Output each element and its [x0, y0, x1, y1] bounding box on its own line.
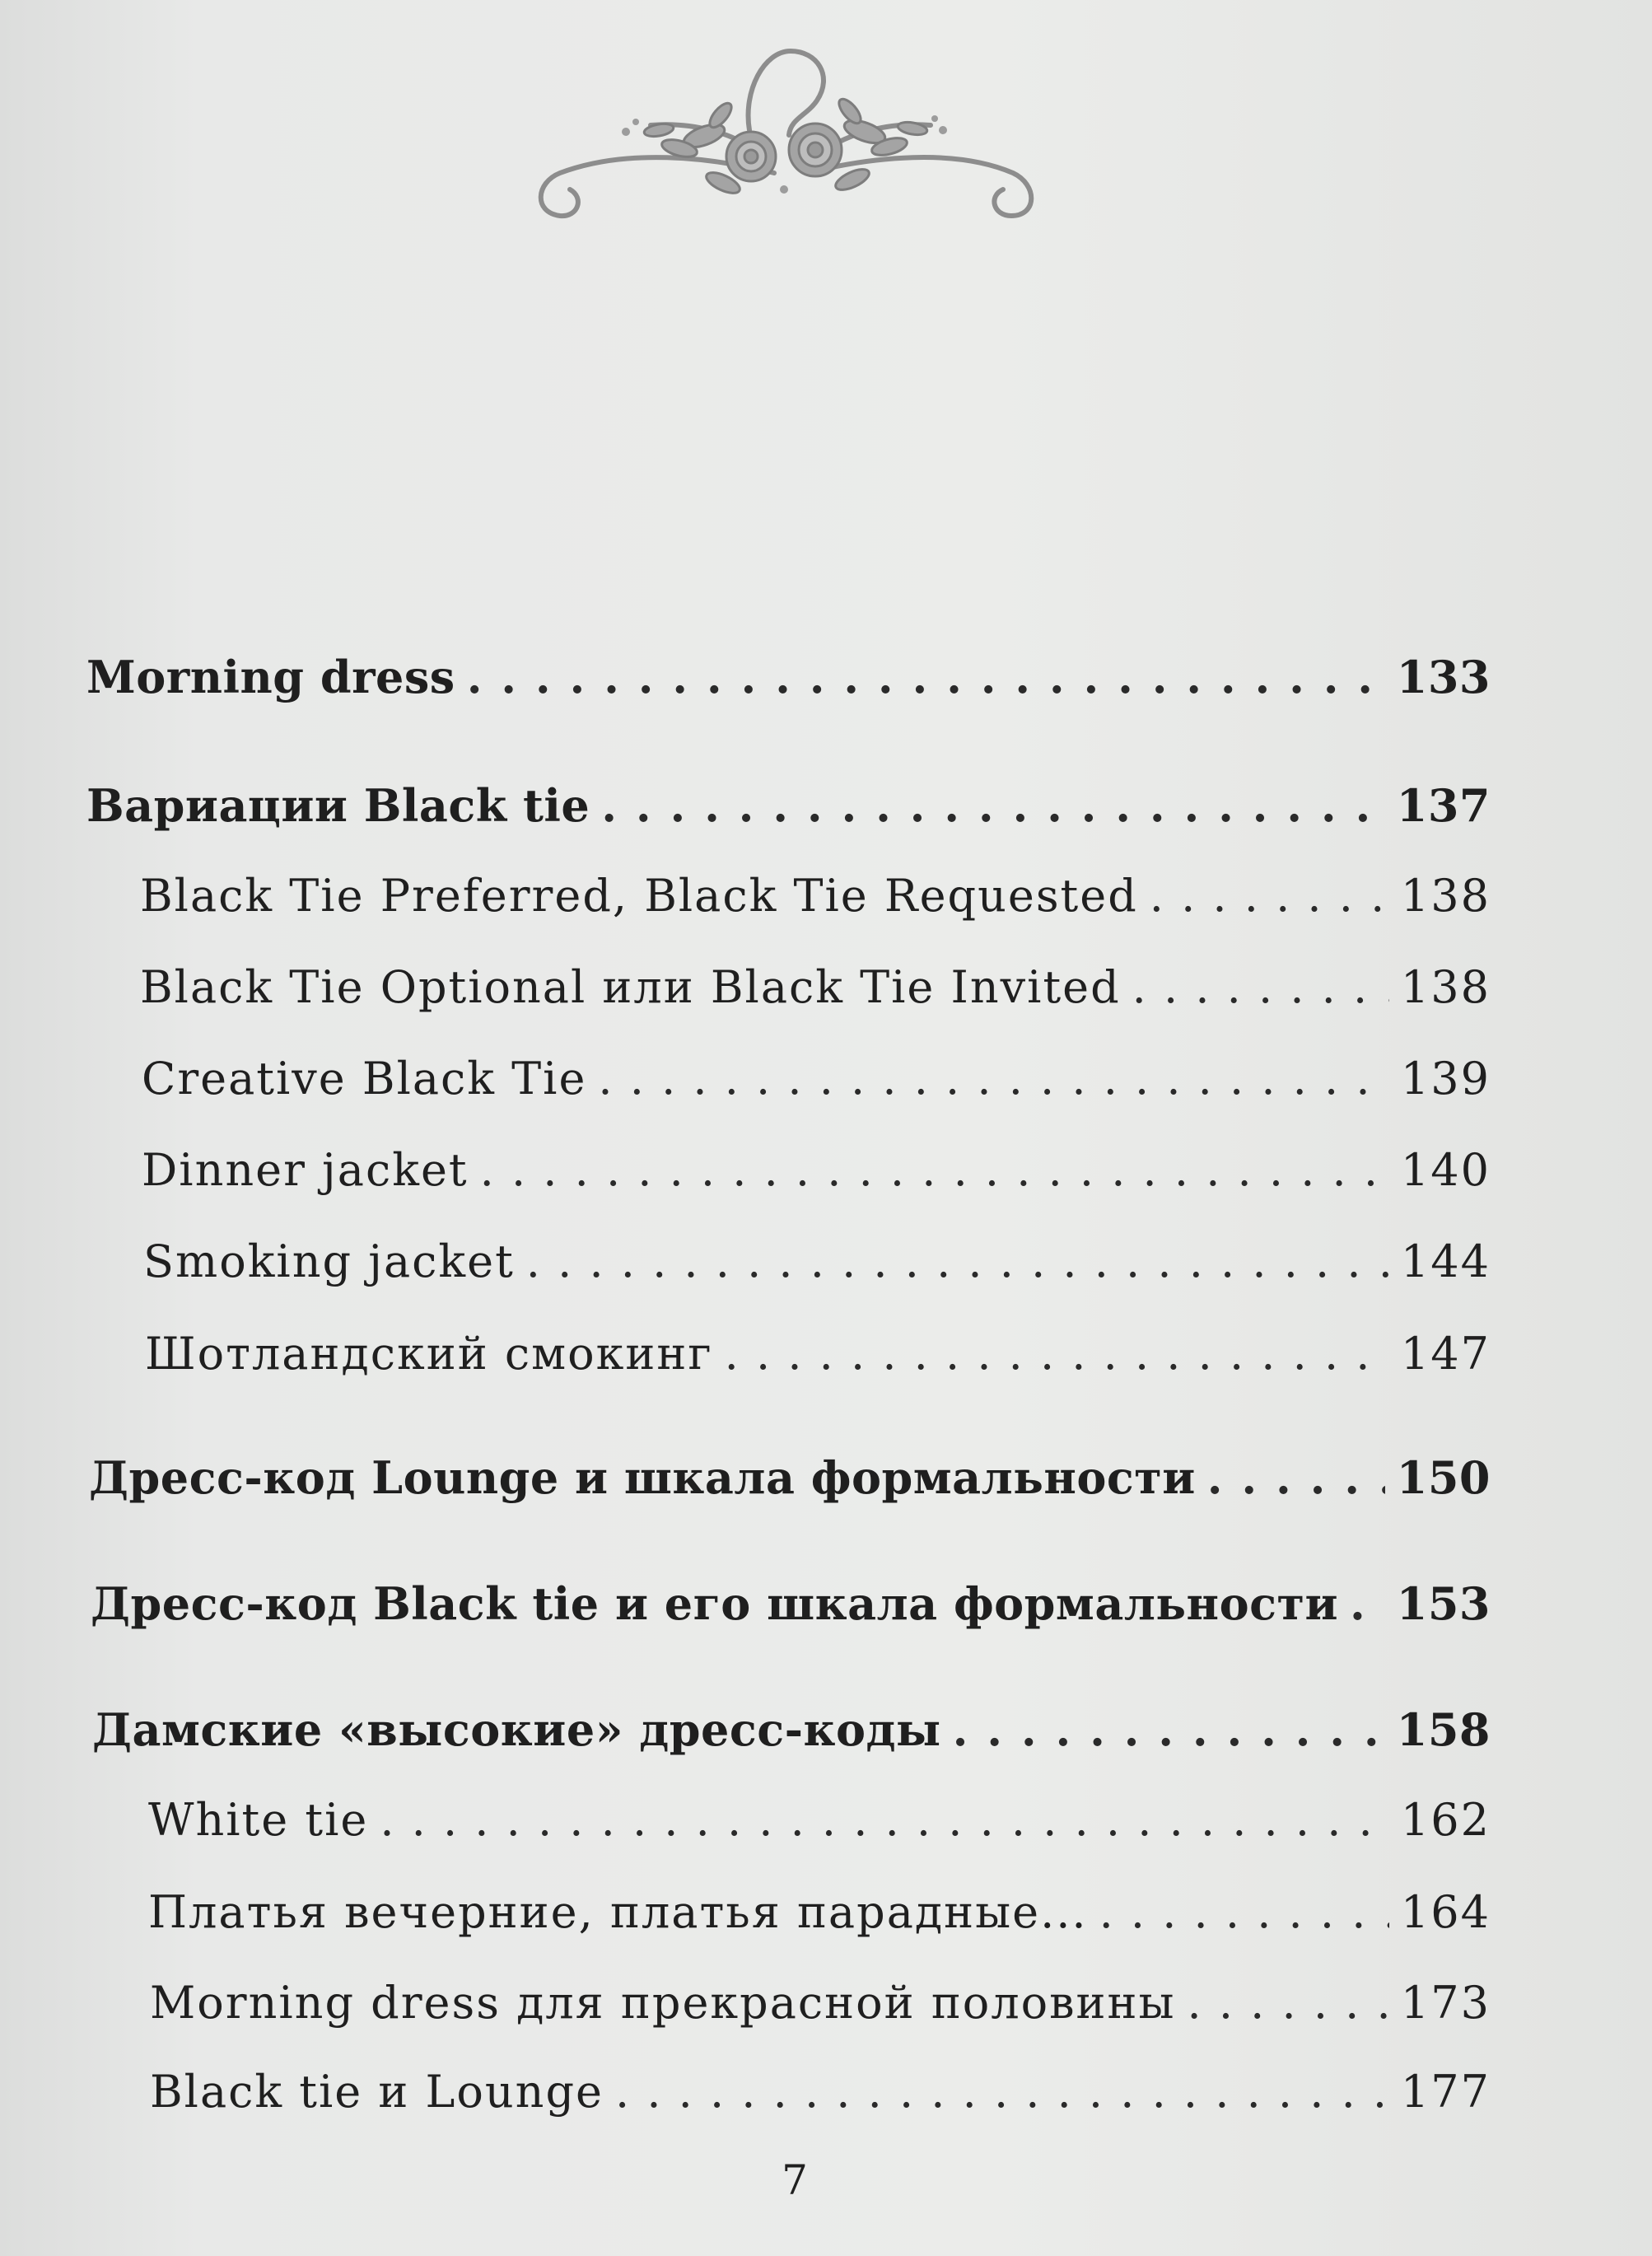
toc-entry-page: 138	[1400, 870, 1491, 922]
toc-leader-dots	[953, 1703, 1385, 1756]
toc-leader-dots	[526, 1235, 1389, 1287]
toc-entry-page: 164	[1400, 1886, 1491, 1938]
toc-entry-page: 153	[1396, 1577, 1491, 1630]
toc-entry-title: Black Tie Preferred, Black Tie Requested	[140, 870, 1138, 922]
toc-entry-page: 144	[1400, 1235, 1491, 1287]
toc-entry	[142, 1053, 1491, 1105]
toc-entry	[91, 1577, 1491, 1630]
toc-entry-page: 139	[1400, 1053, 1491, 1105]
toc-entry	[145, 1328, 1491, 1380]
toc-entry-title: White tie	[148, 1794, 369, 1846]
toc-entry-page: 150	[1396, 1451, 1491, 1504]
toc-entry-title: Дресс-код Black tie и его шкала формальности	[91, 1577, 1338, 1630]
toc-leader-dots	[1188, 1977, 1389, 2029]
toc-leader-dots	[725, 1328, 1389, 1380]
toc-entry-title: Дресс-код Lounge и шкала формальности	[89, 1451, 1196, 1504]
toc-entry-title: Платья вечерние, платья парадные...	[148, 1886, 1088, 1938]
toc-entry	[148, 1794, 1491, 1846]
toc-entry	[86, 651, 1491, 703]
toc-entry-title: Вариации Black tie	[86, 779, 590, 832]
toc-entry-title: Black tie и Lounge	[150, 2066, 604, 2118]
toc-entry-page: 177	[1400, 2066, 1491, 2118]
toc-entry-page: 140	[1400, 1144, 1491, 1196]
toc-entry-title: Шотландский смокинг	[145, 1328, 713, 1380]
toc-entry-page: 173	[1400, 1977, 1491, 2029]
toc-entry-title: Morning dress для прекрасной половины	[150, 1977, 1176, 2029]
toc-leader-dots	[1150, 870, 1389, 922]
toc-entry-title: Creative Black Tie	[142, 1053, 587, 1105]
toc-entry-title: Dinner jacket	[142, 1144, 469, 1196]
toc-entry-page: 147	[1400, 1328, 1491, 1380]
toc-entry	[150, 2066, 1491, 2118]
toc-entry	[92, 1703, 1491, 1756]
toc-leader-dots	[1132, 961, 1389, 1013]
toc-leader-dots	[601, 779, 1384, 832]
toc-leader-dots	[1099, 1886, 1389, 1938]
toc-leader-dots	[1207, 1451, 1385, 1504]
toc-entry	[140, 870, 1491, 922]
toc-entry-page: 138	[1400, 961, 1491, 1013]
toc-leader-dots	[380, 1794, 1389, 1846]
toc-entry-title: Black Tie Optional или Black Tie Invited	[140, 961, 1121, 1013]
toc-entry-page: 133	[1396, 651, 1491, 703]
toc-entry-page: 158	[1396, 1703, 1491, 1756]
toc-entry	[89, 1451, 1491, 1504]
toc-entry	[140, 961, 1491, 1013]
toc-leader-dots	[615, 2066, 1389, 2118]
toc-leader-dots	[467, 651, 1385, 703]
toc-entry-title: Smoking jacket	[143, 1235, 515, 1287]
toc-leader-dots	[480, 1144, 1389, 1196]
toc-entry	[148, 1886, 1491, 1938]
toc-leader-dots	[598, 1053, 1389, 1105]
toc-entry-title: Дамские «высокие» дресс-коды	[92, 1703, 941, 1756]
toc-entry	[150, 1977, 1491, 2029]
toc-entry	[86, 779, 1491, 832]
toc-leader-dots	[1350, 1577, 1385, 1630]
toc-entry-title: Morning dress	[86, 651, 455, 703]
toc-entry	[143, 1235, 1491, 1287]
toc-entry-page: 162	[1400, 1794, 1491, 1846]
page-number: 7	[782, 2156, 808, 2204]
toc-entry-page: 137	[1396, 779, 1491, 832]
toc-entry	[142, 1144, 1491, 1196]
